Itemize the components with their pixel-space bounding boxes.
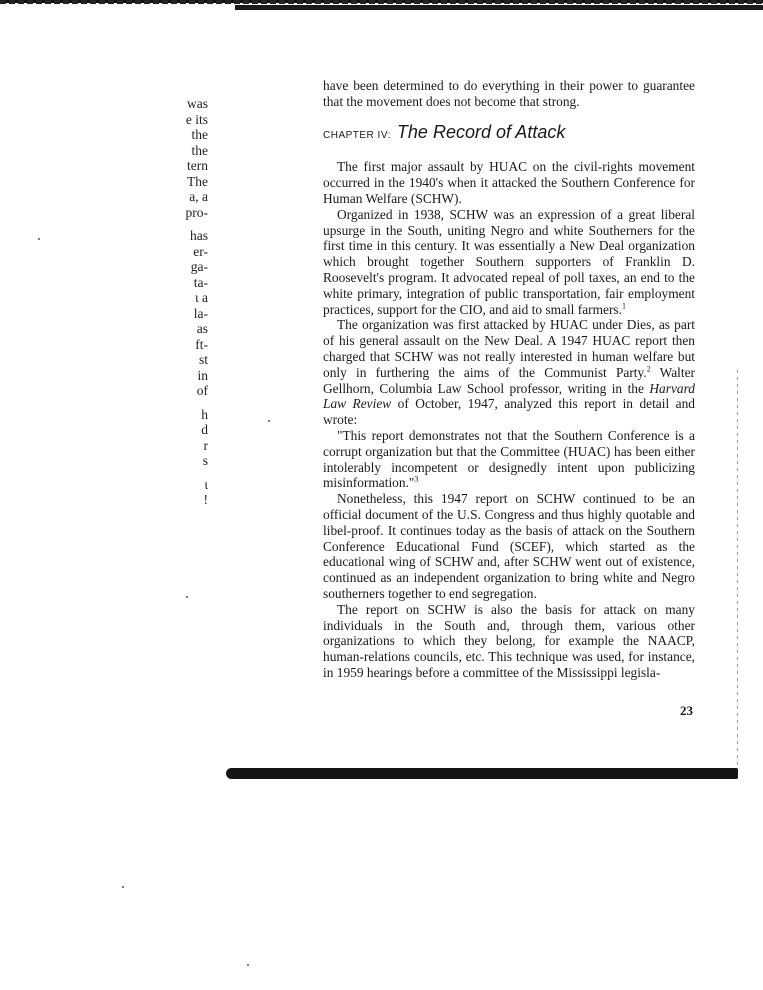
paragraph-3-text-a: The organization was first attacked by HUAC under Dies, as part of his general assault on the New Deal. A 1947 HUAC report then charged that SCHW was not really interested in human welfare but only in furthering the aims of the Communist Party. [323,317,695,380]
bleed-through-line: ta- [193,274,208,290]
chapter-title: The Record of Attack [396,121,566,142]
paragraph-5: The report on SCHW is also the basis for attack on many individuals in the South and, through them, various other organizations to which they belong, for example the NAACP, human-relations councils, etc. This technique was used, for instance, in 1959 hearings before a committee of the Mississippi legisla- [323,601,695,680]
bleed-through-line: ga- [190,259,208,274]
bleed-through-line: The [187,173,208,189]
paragraph-3-text-c: of October, 1947, analyzed this report in detail and wrote: [323,396,695,428]
bleed-through-line: tern [187,158,208,173]
scan-top-bar [235,5,763,10]
bleed-through-line: ι a [195,290,208,305]
footnote-ref-2: 2 [646,364,651,374]
bleed-through-line: of [196,383,208,398]
journal-title: Harvard Law Review [323,380,695,412]
previous-page-bleed-through [160,96,208,508]
bleed-through-line: in [197,367,208,383]
bleed-through-line: was [187,96,208,111]
footnote-ref-3: 3 [414,474,419,484]
paragraph-1: The first major assault by HUAC on the civil-rights movement occurred in the 1940's when it attacked the Southern Conference for Human Welfare (SCHW). [323,159,695,206]
chapter-heading [323,121,695,144]
scan-speck [186,596,188,598]
scan-speck [268,420,270,422]
scan-speck [38,238,40,240]
bleed-through-line: pro- [185,204,208,220]
bleed-through-line: as [196,321,208,336]
bleed-through-line: a, a [189,189,208,204]
bleed-through-line: e its [185,111,208,127]
paragraph-2-text: Organized in 1938, SCHW was an expression of a great liberal upsurge in the South, uniting Negro and white Southerners for the first time in this century. It was essentially a New Deal organization which brought together Southern supporters of Franklin D. Roosevelt's program. It advocated repeal of poll taxes, an end to the white primary, integration of public transportation, fair employment practices, support for the CIO, and aid to small farmers. [323,206,695,317]
bleed-through-line [160,399,208,407]
footnote-ref-1: 1 [621,301,626,311]
quotation-text: "This report demonstrates not that the Southern Conference is a corrupt organization but that the Committee (HUAC) has been either intolerably incompetent or designedly intent upon publicizing misinformation." [323,427,695,491]
quotation [323,428,695,491]
bleed-through-line [160,220,208,228]
paragraph-4: Nonetheless, this 1947 report on SCHW continued to be an official document of the U.S. Congress and thus highly quotable and libel-proof. It continues today as the basis of attack on the Southern Conference Educational Fund (SCEF), which started as the educational wing of SCHW and, after SCHW went out of existence, continued as an independent organization to bring white and Negro southerners together to end segregation. [323,491,695,601]
bleed-through-line: ! [203,492,208,507]
paragraph-2 [323,207,695,318]
chapter-label: CHAPTER IV: [323,129,391,141]
bleed-through-line: r [203,437,208,453]
bleed-through-line: the [191,142,208,158]
scan-top-dashes [0,0,763,4]
page-body [323,78,695,681]
paragraph-3 [323,317,695,428]
scan-bottom-bar [226,768,738,779]
bleed-through-line: h [201,406,208,422]
paragraph-3-text-b: Walter Gellhorn, Columbia Law School professor, writing in the [323,364,696,396]
bleed-through-line: er- [193,243,208,259]
scan-right-edge [737,370,738,770]
intro-text: have been determined to do everything in their power to guarantee that the movement does not become that strong. [323,78,695,109]
bleed-through-line: st [198,352,208,367]
page-number: 23 [680,703,693,718]
bleed-through-line: s [202,453,208,468]
bleed-through-line [160,469,208,477]
bleed-through-line: la- [193,305,208,321]
bleed-through-line: has [190,228,208,243]
bleed-through-line: the [191,127,208,142]
bleed-through-line: ft- [195,336,208,352]
scan-speck [247,964,249,966]
scan-speck [122,886,124,888]
bleed-through-line: d [201,422,208,437]
bleed-through-line: ι [204,476,208,492]
